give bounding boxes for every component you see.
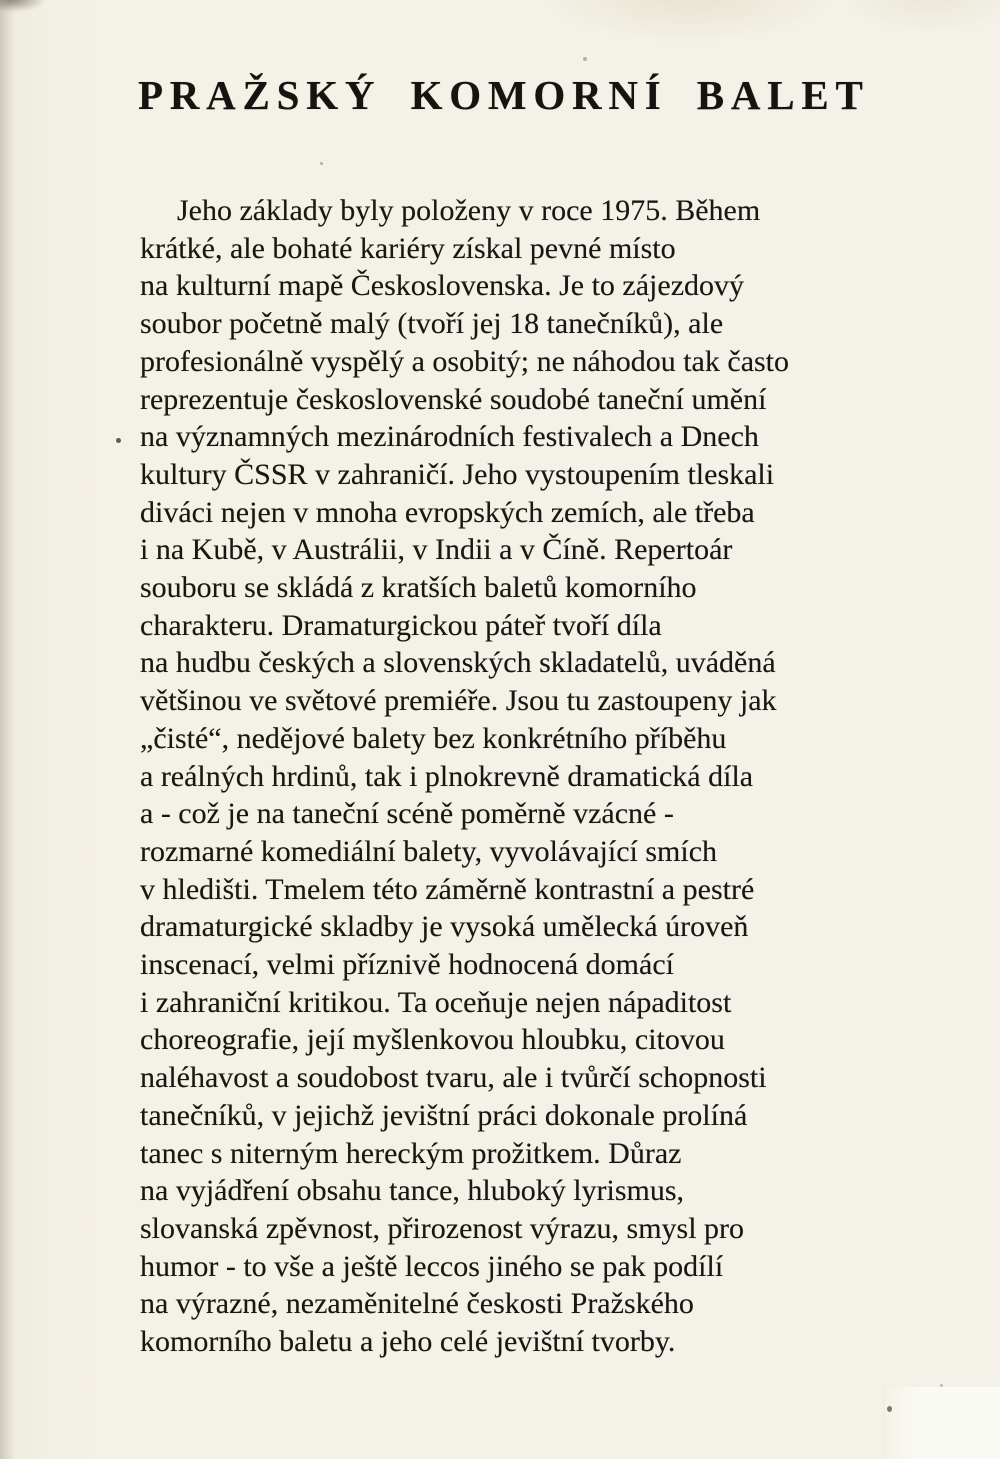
text-line: soubor početně malý (tvoří jej 18 tanečníků), ale [140,307,724,341]
dust-speck [887,1406,892,1412]
text-line: choreografie, její myšlenkovou hloubku, citovou [140,1023,725,1057]
paper-stain [545,0,835,42]
text-line: inscenací, velmi příznivě hodnocená domácí [140,948,674,982]
text-line: na kulturní mapě Československa. Je to zájezdový [140,269,745,303]
text-line: i zahraniční kritikou. Ta oceňuje nejen nápaditost [140,985,732,1019]
text-line: krátké, ale bohaté kariéry získal pevné místo [140,231,676,265]
text-line: reprezentuje československé soudobé taneční umění [140,382,767,416]
text-line: slovanská zpěvnost, přirozenost výrazu, smysl pro [140,1211,745,1245]
body-paragraph [140,192,920,1361]
page-title: PRAŽSKÝ KOMORNÍ BALET [138,72,870,119]
dust-speck [320,162,323,165]
dust-speck [116,438,121,443]
text-line: v hledišti. Tmelem této záměrně kontrastní a pestré [140,872,755,906]
text-line: rozmarné komediální balety, vyvolávající smích [140,834,718,868]
text-line: komorního baletu a jeho celé jevištní tvorby. [140,1325,676,1359]
page-corner [883,1387,1000,1459]
scan-smudge [0,0,46,12]
text-line: i na Kubě, v Austrálii, v Indii a v Číně. Repertoár [140,533,733,567]
text-line: a - což je na taneční scéně poměrně vzácné - [140,797,674,831]
text-line: charakteru. Dramaturgickou páteř tvoří díla [140,608,662,642]
text-line: kultury ČSSR v zahraničí. Jeho vystoupením tleskali [140,457,775,491]
text-line: dramaturgické skladby je vysoká umělecká úroveň [140,910,749,944]
text-line: souboru se skládá z kratších baletů komorního [140,571,697,605]
text-line: naléhavost a soudobost tvaru, ale i tvůrčí schopnosti [140,1061,767,1095]
dust-speck [583,57,587,61]
text-line: profesionálně vyspělý a osobitý; ne náhodou tak často [140,344,790,378]
paper-stain [840,0,1000,34]
text-line: „čisté“, nedějové balety bez konkrétního příběhu [140,721,727,755]
text-line: většinou ve světové premiéře. Jsou tu zastoupeny jak [140,684,777,718]
text-line: tanec s niterným hereckým prožitkem. Důraz [140,1136,682,1170]
dust-speck [940,1384,943,1387]
text-line: Jeho základy byly položeny v roce 1975. Během [177,194,761,227]
text-line: na hudbu českých a slovenských skladatelů, uváděná [140,646,776,680]
text-line: na významných mezinárodních festivalech a Dnech [140,420,759,454]
text-line: na výrazné, nezaměnitelné českosti Pražského [140,1287,694,1321]
text-line: diváci nejen v mnoha evropských zemích, ale třeba [140,495,755,529]
text-line: humor - to vše a ještě leccos jiného se pak podílí [140,1249,724,1283]
text-line: na vyjádření obsahu tance, hluboký lyrismus, [140,1174,685,1208]
page-edge-shadow [0,0,14,1459]
text-line: a reálných hrdinů, tak i plnokrevně dramatická díla [140,759,754,793]
text-line: tanečníků, v jejichž jevištní práci dokonale prolíná [140,1098,748,1132]
